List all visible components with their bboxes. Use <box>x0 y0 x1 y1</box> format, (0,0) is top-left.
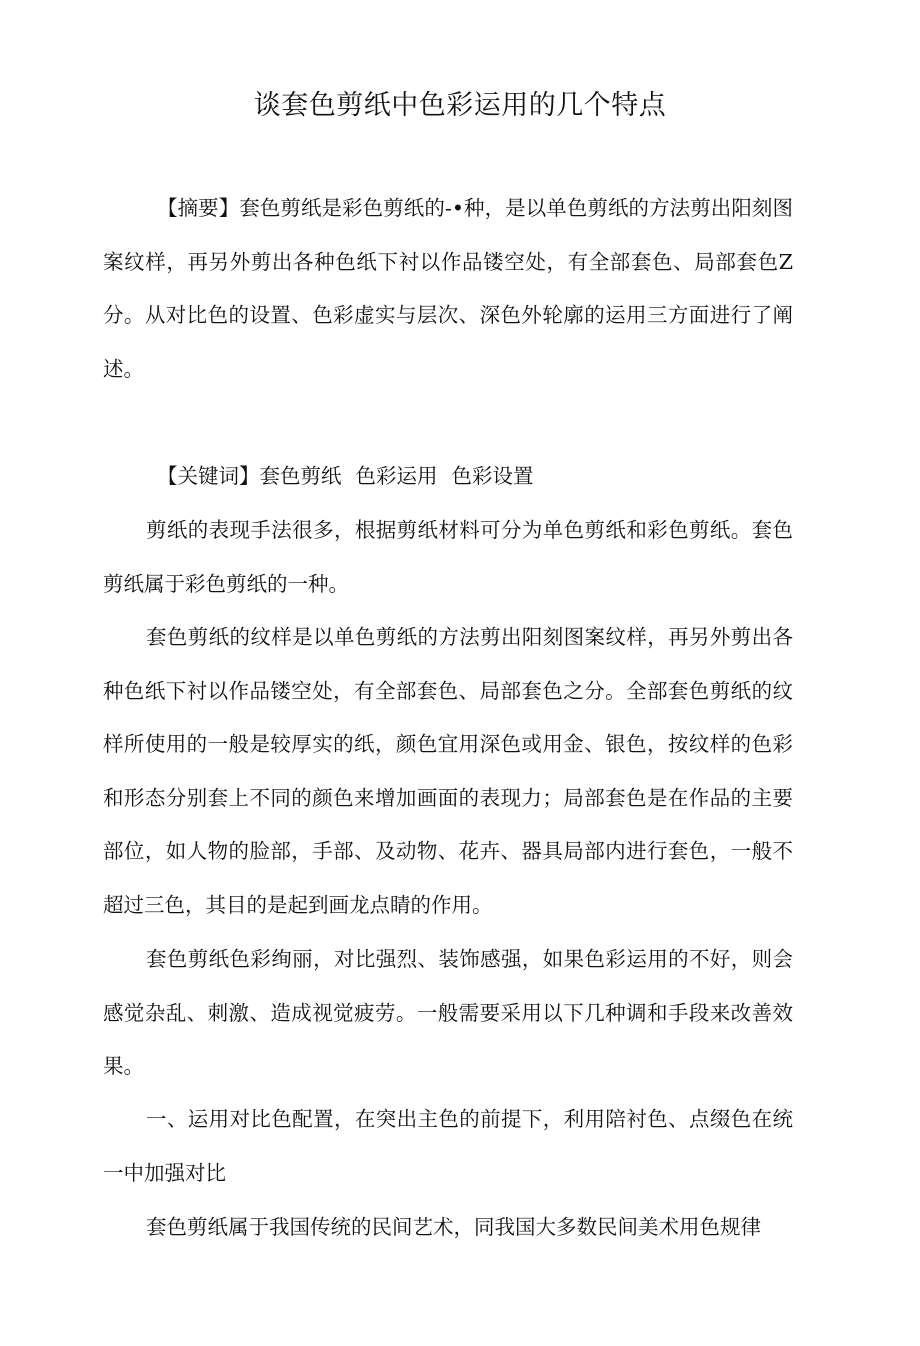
keyword-3: 色彩设置 <box>451 464 534 488</box>
keywords-label: 【关键词】 <box>157 464 260 488</box>
body-paragraph-2: 套色剪纸的纹样是以单色剪纸的方法剪出阳刻图案纹样，再另外剪出各种色纸下衬以作品镂空处，有全部套色、局部套色之分。全部套色剪纸的纹样所使用的一般是较厚实的纸，颜色宜用深色或用金、银色，按纹样的色彩和形态分别套上不同的颜色来增加画面的表现力；局部套色是在作品的主要部位，如人物的脸部，手部、及动物、花卉、器具局部内进行套色，一般不超过三色，其目的是起到画龙点睛的作用。 <box>103 625 793 917</box>
document-title: 谈套色剪纸中色彩运用的几个特点 <box>253 90 667 121</box>
body-paragraph-4: 套色剪纸属于我国传统的民间艺术，同我国大多数民间美术用色规律 <box>146 1215 761 1239</box>
abstract-paragraph: 【摘要】套色剪纸是彩色剪纸的-•种，是以单色剪纸的方法剪出阳刻图案纹样，再另外剪出各种色纸下衬以作品镂空处，有全部套色、局部套色Z分。从对比色的设置、色彩虚实与层次、深色外轮廓的运用三方面进行了阐述。 <box>103 196 793 381</box>
section-heading-1: 一、运用对比色配置，在突出主色的前提下，利用陪衬色、点缀色在统一中加强对比 <box>103 1107 793 1185</box>
body-paragraph-3: 套色剪纸色彩绚丽，对比强烈、装饰感强，如果色彩运用的不好，则会感觉杂乱、刺激、造成视觉疲劳。一般需要采用以下几种调和手段来改善效果。 <box>103 947 793 1078</box>
keyword-1: 套色剪纸 <box>259 464 342 488</box>
body-paragraph-1: 剪纸的表现手法很多，根据剪纸材料可分为单色剪纸和彩色剪纸。套色剪纸属于彩色剪纸的一种。 <box>103 518 793 596</box>
keyword-2: 色彩运用 <box>355 464 438 488</box>
keywords-line <box>103 450 793 504</box>
